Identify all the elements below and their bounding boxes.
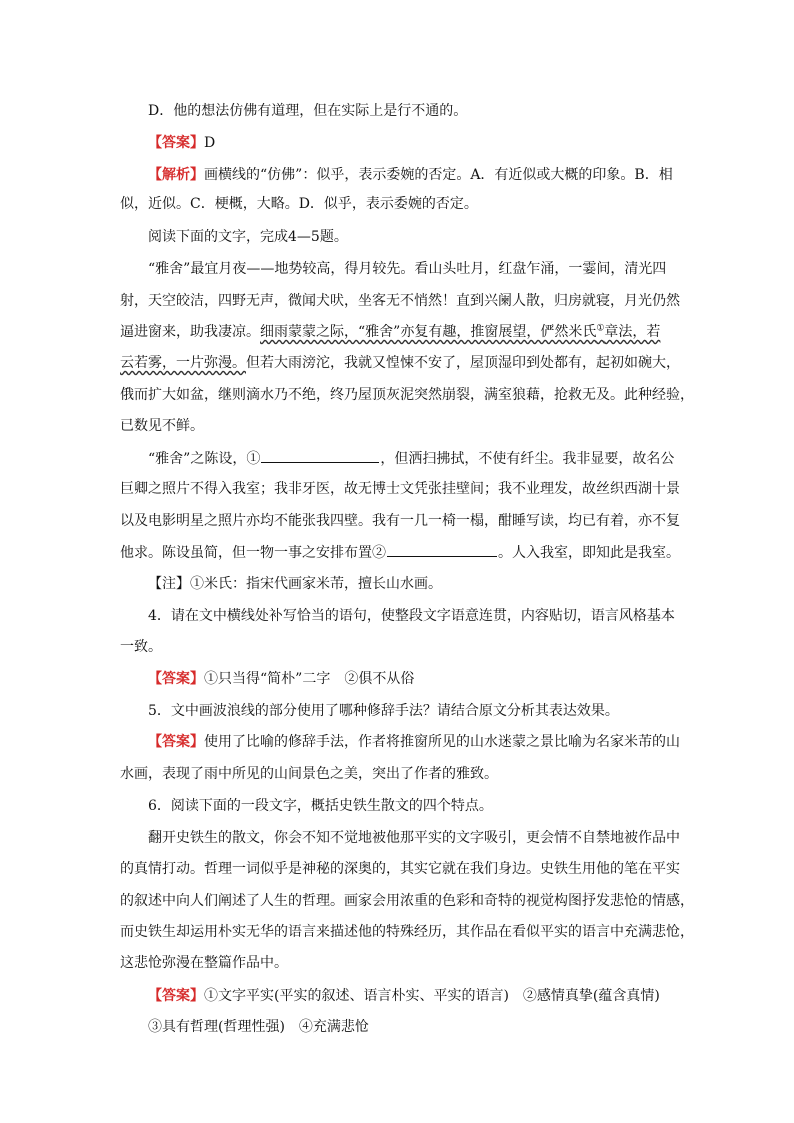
q5-answer-line-1 [148,732,680,752]
passage-p1-line-5: 俄而扩大如盆，继则滴水乃不绝，终乃屋顶灰泥突然崩裂，满室狼藉，抢救无及。此种经验， [120,387,694,403]
note-label: 【注】 [148,576,190,592]
q6-answer-line-1 [148,986,660,1006]
fill-blank-1 [261,448,379,463]
answer-label: 【答案】 [148,988,204,1004]
wavy-text-part-1: 细雨蒙蒙之际，“雅舍”亦复有趣，推窗展望，俨然米氏 [260,324,597,340]
note-text: ①米氏：指宋代画家米芾，擅长山水画。 [190,576,442,592]
q6-answer-text-1: ①文字平实(平实的叙述、语言朴实、平实的语言) ②感情真挚(蕴含真情) [204,988,660,1004]
passage-p1-line-4-b: 但若大雨滂沱，我就又惶悚不安了，屋顶湿印到处都有，起初如碗大， [246,355,680,371]
q3-answer [148,133,215,153]
passage-p2-line-1 [148,448,674,469]
q3-answer-text: D [204,135,216,151]
q3-analysis-line-2: 似，近似。C．梗概，大略。D．似乎，表示委婉的否定。 [120,196,478,212]
q5-answer-text-1: 使用了比喻的修辞手法，作者将推窗所见的山水迷蒙之景比喻为名家米芾的山 [204,734,680,750]
passage-p2-line-3: 以及电影明星之照片亦均不能张我四壁。我有一几一椅一榻，酣睡写读，均已有着，亦不复 [120,513,680,529]
q6-question: 6．阅读下面的一段文字，概括史铁生散文的四个特点。 [148,798,493,814]
answer-label: 【答案】 [148,135,204,151]
passage-p2-line-4-a: 他求。陈设虽简，但一物一事之安排布置② [120,545,386,561]
q6-passage-line-1: 翻开史铁生的散文，你会不知不觉地被他那平实的文字吸引，更会情不自禁地被作品中 [148,830,680,846]
q3-option-d: D．他的想法仿佛有道理，但在实际上是行不通的。 [148,103,468,119]
passage-p2-line-4 [120,542,680,563]
reading-instruction: 阅读下面的文字，完成4—5题。 [148,229,348,245]
q6-passage-line-3: 的叙述中向人们阐述了人生的哲理。画家会用浓重的色彩和奇特的视觉构图抒发悲怆的情感， [120,893,694,909]
q4-line-2: 一致。 [120,639,162,655]
fill-blank-2 [387,542,497,557]
q3-analysis-text-1: 画横线的“仿佛”：似乎，表示委婉的否定。A．有近似或大概的印象。B．相 [204,167,673,183]
q4-answer [148,669,414,689]
passage-p2-line-1-a: “雅舍”之陈设，① [148,451,261,467]
q6-answer-line-2: ③具有哲理(哲理性强) ④充满悲怆 [148,1019,369,1035]
answer-label: 【答案】 [148,671,204,687]
q4-answer-text: ①只当得“简朴”二字 ②俱不从俗 [204,671,415,687]
passage-p2-line-4-b: 。人入我室，即知此是我室。 [498,545,680,561]
wavy-text-part-2: 章法，若 [604,324,661,340]
wavy-underlined-text [260,324,660,340]
answer-label: 【答案】 [148,734,204,750]
q3-analysis-line-1 [148,165,673,185]
passage-p2-line-1-b: ，但洒扫拂拭，不使有纤尘。我非显要，故名公 [380,451,675,467]
passage-p1-line-4 [120,353,680,373]
note-line [148,574,442,594]
q6-passage-line-4: 而史铁生却运用朴实无华的语言来描述他的特殊经历，其作品在看似平实的语言中充满悲怆， [120,924,694,940]
q6-passage-line-2: 的真情打动。哲理一词似乎是神秘的深奥的，其实它就在我们身边。史铁生用他的笔在平实 [120,861,680,877]
passage-p1-line-1: “雅舍”最宜月夜——地势较高，得月较先。看山头吐月，红盘乍涌，一霎间，清光四 [148,261,667,277]
passage-p1-line-2: 射，天空皎洁，四野无声，微闻犬吠，坐客无不悄然！直到兴阑人散，归房就寝，月光仍然 [120,293,680,309]
q6-passage-line-5: 这悲怆弥漫在整篇作品中。 [120,955,288,971]
q5-answer-line-2: 水画，表现了雨中所见的山间景色之美，突出了作者的雅致。 [120,766,498,782]
analysis-label: 【解析】 [148,167,204,183]
passage-p1-line-6: 已数见不鲜。 [120,418,204,434]
q4-line-1: 4．请在文中横线处补写恰当的语句，使整段文字语意连贯，内容贴切，语言风格基本 [148,608,675,624]
q5-question: 5．文中画波浪线的部分使用了哪种修辞手法？请结合原文分析其表达效果。 [148,703,619,719]
footnote-mark: ① [596,323,605,334]
passage-p2-line-2: 巨卿之照片不得入我室；我非牙医，故无博士文凭张挂壁间；我不业理发，故丝织西湖十景 [120,481,680,497]
wavy-text-part-3: 云若雾，一片弥漫。 [120,355,246,371]
passage-p1-line-3 [120,322,660,342]
passage-p1-line-3-a: 逼进窗来，助我凄凉。 [120,324,260,340]
